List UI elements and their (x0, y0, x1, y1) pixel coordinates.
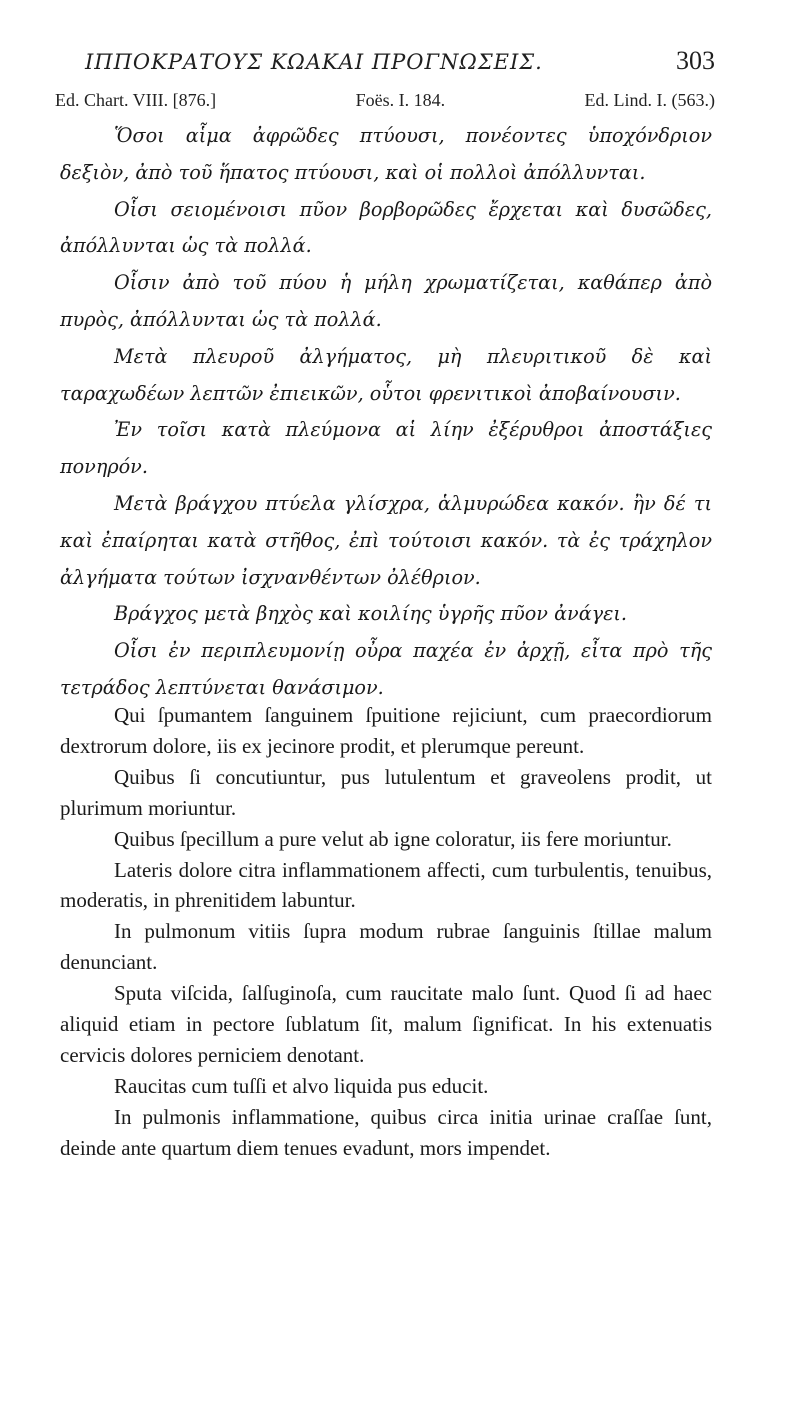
greek-paragraph: Οἷσι ἐν περιπλευμονίῃ οὖρα παχέα ἐν ἀρχῇ, εἶτα πρὸ τῆς τετράδος λεπτύνεται θανάσιμον. (60, 639, 712, 699)
latin-paragraph: In pulmonis inflammatione, quibus circa initia urinae craſſae ſunt, deinde ante quartum diem tenues evadunt, mors impendet. (60, 1104, 712, 1160)
ref-foes: Foës. I. 184. (355, 90, 446, 110)
latin-text-block (60, 700, 712, 1164)
running-title: ΙΠΠΟΚΡΑΤΟΥΣ ΚΩΑΚΑΙ ΠΡΟΓΝΩΣΕΙΣ. (85, 50, 543, 74)
latin-paragraph: Sputa viſcida, ſalſuginoſa, cum raucitate malo ſunt. Quod ſi ad haec aliquid etiam in pectore ſublatum ſit, malum ſignificat. In his extenuatis cervicis dolores perniciem denotant. (60, 981, 712, 1067)
greek-paragraph: Μετὰ πλευροῦ ἀλγήματος, μὴ πλευριτικοῦ δὲ καὶ ταραχωδέων λεπτῶν ἐπιεικῶν, οὗτοι φρενιτικοὶ ἀποβαίνουσιν. (60, 344, 712, 405)
greek-paragraph: Μετὰ βράγχου πτύελα γλίσχρα, ἁλμυρώδεα κακόν. ἢν δέ τι καὶ ἐπαίρηται κατὰ στῆθος, ἐπὶ τούτοισι κακόν. τὰ ἐς τράχηλον ἀλγήματα τούτων ἰσχνανθέντων ὀλέθριον. (60, 491, 712, 589)
greek-text-block (60, 118, 712, 707)
greek-paragraph: Βράγχος μετὰ βηχὸς καὶ κοιλίης ὑγρῆς πῦον ἀνάγει. (114, 602, 628, 626)
greek-paragraph: Ὅσοι αἷμα ἀφρῶδες πτύουσι, πονέοντες ὑποχόνδριον δεξιὸν, ἀπὸ τοῦ ἥπατος πτύουσι, καὶ οἱ πολλοὶ ἀπόλλυνται. (60, 124, 712, 184)
running-head (85, 46, 715, 86)
latin-paragraph: Raucitas cum tuſſi et alvo liquida pus educit. (114, 1073, 489, 1098)
latin-paragraph: Quibus ſpecillum a pure velut ab igne coloratur, iis fere moriuntur. (114, 826, 672, 851)
ref-lind: Ed. Lind. I. (563.) (584, 90, 715, 110)
greek-paragraph: Οἷσι σειομένοισι πῦον βορβορῶδες ἔρχεται καὶ δυσῶδες, ἀπόλλυνται ὡς τὰ πολλά. (60, 197, 712, 258)
latin-paragraph: In pulmonum vitiis ſupra modum rubrae ſanguinis ſtillae malum denunciant. (60, 919, 712, 975)
latin-paragraph: Lateris dolore citra inflammationem affecti, cum turbulentis, tenuibus, moderatis, in phrenitidem labuntur. (60, 857, 712, 913)
greek-paragraph: Ἐν τοῖσι κατὰ πλεύμονα αἱ λίην ἐξέρυθροι ἀποστάξιες πονηρόν. (60, 418, 712, 479)
latin-paragraph: Quibus ſi concutiuntur, pus lutulentum et graveolens prodit, ut plurimum moriuntur. (60, 764, 712, 820)
latin-paragraph: Qui ſpumantem ſanguinem ſpuitione rejiciunt, cum praecordiorum dextrorum dolore, iis ex jecinore prodit, et plerumque pereunt. (60, 703, 712, 758)
page-number: 303 (676, 46, 715, 75)
edition-references (55, 90, 715, 116)
ref-chartier: Ed. Chart. VIII. [876.] (55, 90, 217, 110)
greek-paragraph: Οἷσιν ἀπὸ τοῦ πύου ἡ μήλη χρωματίζεται, καθάπερ ἀπὸ πυρὸς, ἀπόλλυνται ὡς τὰ πολλά. (60, 271, 712, 331)
